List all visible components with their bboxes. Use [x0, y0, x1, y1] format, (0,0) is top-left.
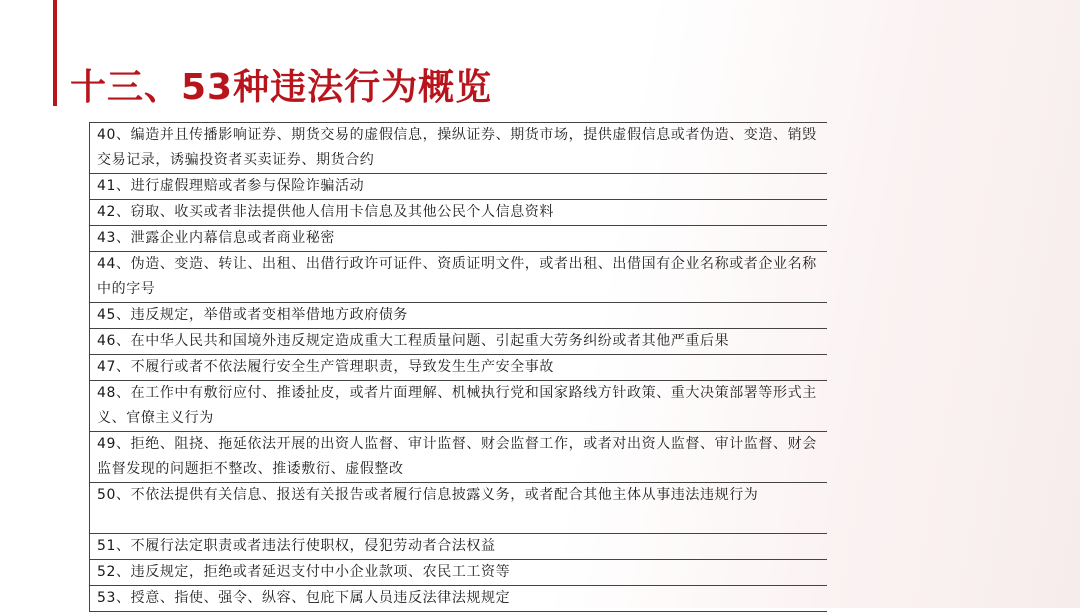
table-row — [90, 381, 828, 432]
violation-item-text: 52、违反规定，拒绝或者延迟支付中小企业款项、农民工工资等 — [90, 560, 828, 586]
violation-item-text: 43、泄露企业内幕信息或者商业秘密 — [90, 226, 828, 252]
table-row — [90, 252, 828, 303]
violation-item-text: 40、编造并且传播影响证券、期货交易的虚假信息，操纵证券、期货市场，提供虚假信息或者伪造、变造、销毁交易记录，诱骗投资者买卖证券、期货合约 — [90, 123, 828, 174]
table-row — [90, 174, 828, 200]
table-row — [90, 226, 828, 252]
violation-item-text: 48、在工作中有敷衍应付、推诿扯皮，或者片面理解、机械执行党和国家路线方针政策、重大决策部署等形式主义、官僚主义行为 — [90, 381, 828, 432]
violations-table-body — [90, 123, 828, 612]
violation-item-text: 53、授意、指使、强令、纵容、包庇下属人员违反法律法规规定 — [90, 586, 828, 612]
table-row — [90, 432, 828, 483]
table-row — [90, 534, 828, 560]
violation-item-text: 46、在中华人民共和国境外违反规定造成重大工程质量问题、引起重大劳务纠纷或者其他严重后果 — [90, 329, 828, 355]
table-row — [90, 560, 828, 586]
violation-item-text: 42、窃取、收买或者非法提供他人信用卡信息及其他公民个人信息资料 — [90, 200, 828, 226]
violation-item-text: 44、伪造、变造、转让、出租、出借行政许可证件、资质证明文件，或者出租、出借国有企业名称或者企业名称中的字号 — [90, 252, 828, 303]
table-row — [90, 483, 828, 534]
table-row — [90, 303, 828, 329]
accent-bar — [53, 0, 57, 106]
table-row — [90, 329, 828, 355]
violation-item-text: 50、不依法提供有关信息、报送有关报告或者履行信息披露义务，或者配合其他主体从事违法违规行为 — [90, 483, 828, 534]
violation-item-text: 45、违反规定，举借或者变相举借地方政府债务 — [90, 303, 828, 329]
table-row — [90, 123, 828, 174]
violation-item-text: 49、拒绝、阻挠、拖延依法开展的出资人监督、审计监督、财会监督工作，或者对出资人监督、审计监督、财会监督发现的问题拒不整改、推诿敷衍、虚假整改 — [90, 432, 828, 483]
violation-item-text: 51、不履行法定职责或者违法行使职权，侵犯劳动者合法权益 — [90, 534, 828, 560]
table-row — [90, 200, 828, 226]
violation-item-text: 41、进行虚假理赔或者参与保险诈骗活动 — [90, 174, 828, 200]
page-title: 十三、53种违法行为概览 — [70, 67, 493, 108]
table-row — [90, 355, 828, 381]
violations-table — [89, 122, 827, 612]
violation-item-text: 47、不履行或者不依法履行安全生产管理职责，导致发生生产安全事故 — [90, 355, 828, 381]
